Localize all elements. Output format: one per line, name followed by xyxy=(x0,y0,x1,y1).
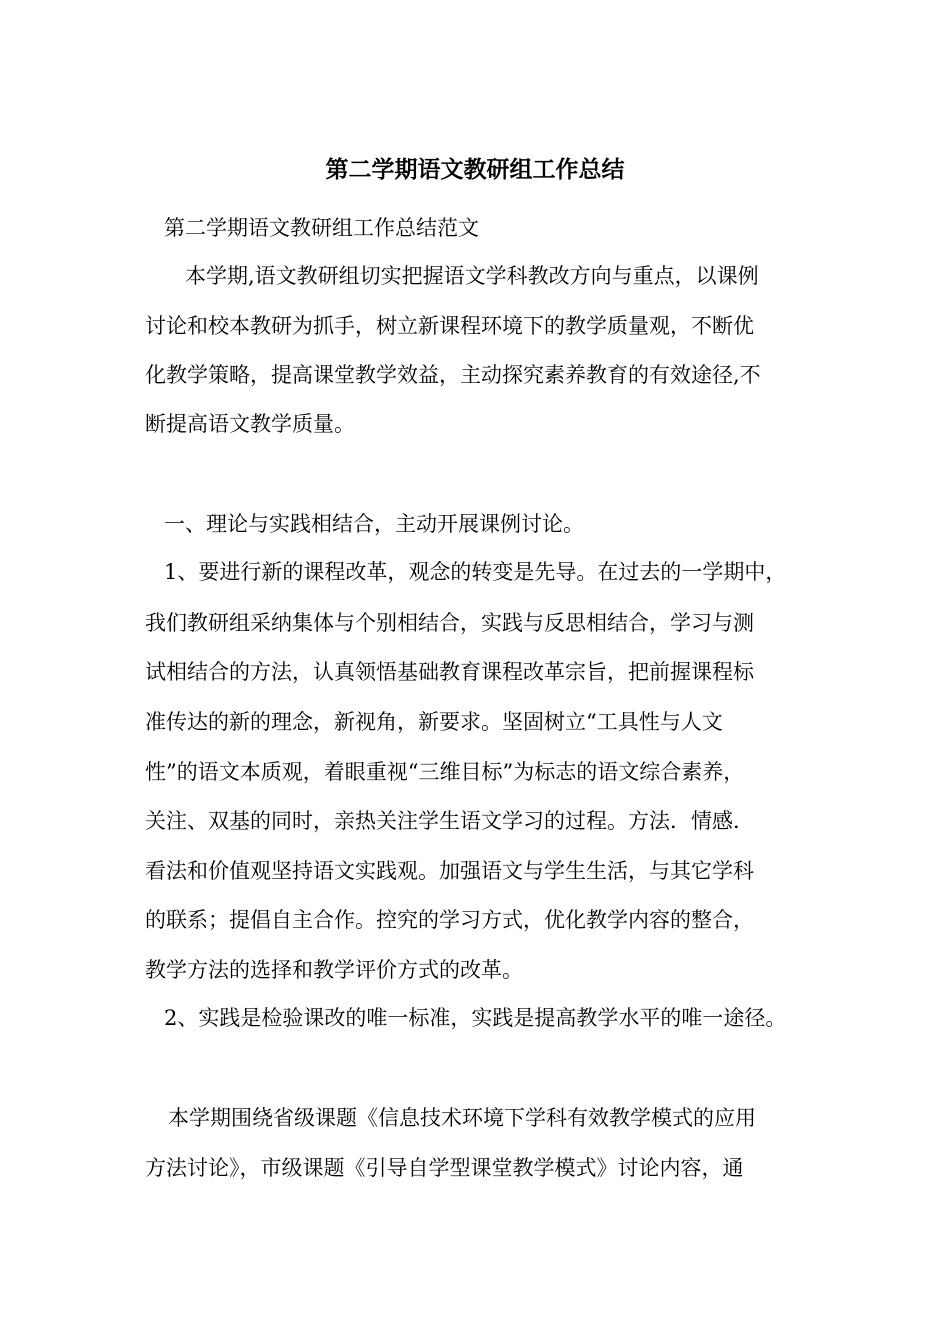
paragraph-line: 我们教研组采纳集体与个别相结合，实践与反思相结合，学习与测 xyxy=(145,611,754,635)
paragraph-line: 关注、双基的同时，亲热关注学生语文学习的过程。方法．情感． xyxy=(145,809,754,833)
paragraph-line: 看法和价值观坚持语文实践观。加强语文与学生生活，与其它学科 xyxy=(145,859,754,883)
paragraph-line: 化教学策略，提高课堂教学效益，主动探究素养教育的有效途径,不 xyxy=(145,363,761,387)
document-subtitle: 第二学期语文教研组工作总结范文 xyxy=(164,216,479,240)
document-title: 第二学期语文教研组工作总结 xyxy=(325,156,625,183)
paragraph-line: 本学期,语文教研组切实把握语文学科教改方向与重点，以课例 xyxy=(185,264,759,288)
paragraph-line: 准传达的新的理念，新视角，新要求。坚固树立“工具性与人文 xyxy=(145,710,723,734)
paragraph-line: 试相结合的方法，认真领悟基础教育课程改革宗旨，把前握课程标 xyxy=(145,660,754,684)
paragraph-line: 的联系；提倡自主合作。控究的学习方式，优化教学内容的整合， xyxy=(145,908,754,932)
paragraph-line: 教学方法的选择和教学评价方式的改革。 xyxy=(145,958,523,982)
paragraph-line: 1、要进行新的课程改革，观念的转变是先导。在过去的一学期中， xyxy=(164,560,787,584)
section-heading: 一、理论与实践相结合，主动开展课例讨论。 xyxy=(164,512,584,536)
paragraph-line: 断提高语文教学质量。 xyxy=(145,412,355,436)
paragraph-line: 2、实践是检验课改的唯一标准，实践是提高教学水平的唯一途径。 xyxy=(164,1006,787,1030)
paragraph-line: 性”的语文本质观，着眼重视“三维目标”为标志的语文综合素养， xyxy=(145,760,745,784)
paragraph-line: 本学期围绕省级课题《信息技术环境下学科有效教学模式的应用 xyxy=(168,1106,756,1130)
paragraph-line: 讨论和校本教研为抓手，树立新课程环境下的教学质量观，不断优 xyxy=(145,314,754,338)
paragraph-line: 方法讨论》，市级课题《引导自学型课堂教学模式》讨论内容，通 xyxy=(145,1156,744,1180)
